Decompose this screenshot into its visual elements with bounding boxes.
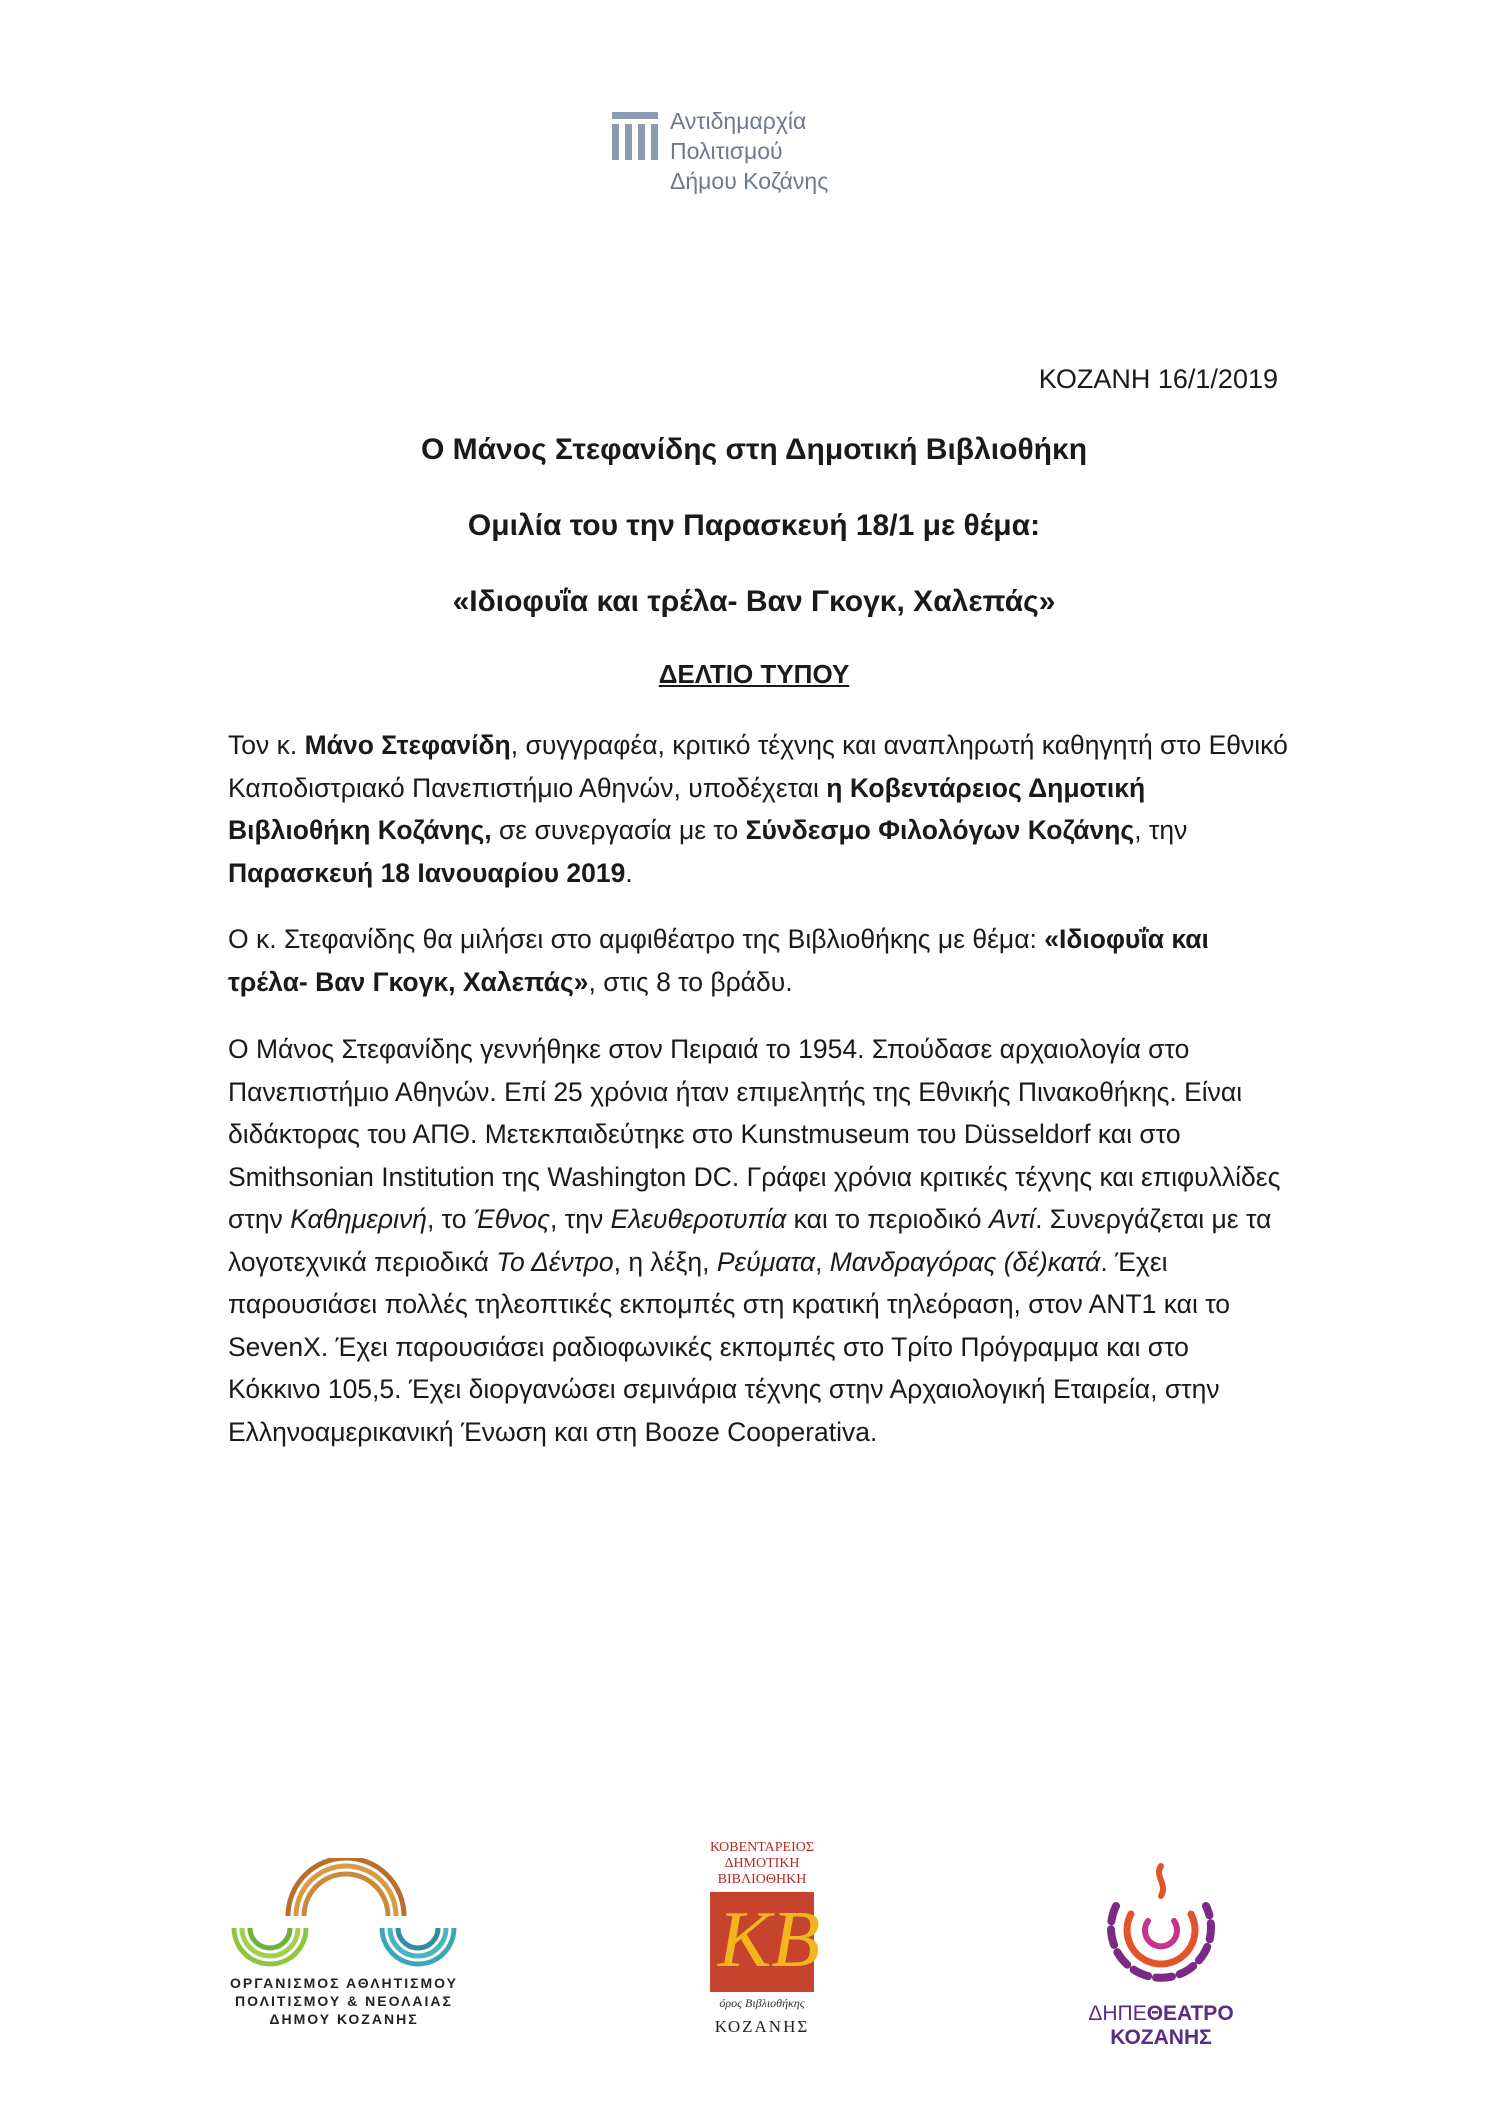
paragraph-2: Ο κ. Στεφανίδης θα μιλήσει στο αμφιθέατρο της Βιβλιοθήκης με θέμα: «Ιδιοφυΐα και τρέλα- Βαν Γκογκ, Χαλεπάς», στις 8 το βράδυ. — [228, 924, 1209, 997]
header-line-1: Αντιδημαρχία Πολιτισμού — [670, 108, 807, 164]
header-line-2: Δήμου Κοζάνης — [670, 168, 829, 194]
dipethe-logo — [1076, 1846, 1246, 2049]
columns-icon — [612, 112, 658, 162]
kb-line-2: ΔΗΜΟΤΙΚΗ — [724, 1856, 800, 1871]
document-date: ΚΟΖΑΝΗ 16/1/2019 — [1038, 364, 1278, 394]
oapn-logo — [224, 1858, 464, 2040]
dt-theatro: ΘΕΑΤΡΟ — [1146, 2002, 1234, 2025]
kb-line-3: ΒΙΒΛΙΟΘΗΚΗ — [717, 1872, 807, 1887]
koventareios-logo — [702, 1840, 822, 2040]
paragraph-1: Τον κ. Μάνο Στεφανίδη, συγγραφέα, κριτικό τέχνης και αναπληρωτή καθηγητή στο Εθνικό Καποδιστριακό Πανεπιστήμιο Αθηνών, υποδέχεται η Κοβεντάρειος Δημοτική Βιβλιοθήκη Κοζάνης, σε συνεργασία με το Σύνδεσμο Φιλολόγων Κοζάνης, την Παρασκευή 18 Ιανουαρίου 2019. — [228, 730, 1288, 888]
title-sub: Ομιλία του την Παρασκευή 18/1 με θέμα: — [467, 509, 1041, 542]
kb-line-1: ΚΟΒΕΝΤΑΡΕΙΟΣ — [709, 1840, 815, 1855]
theatre-arcs-icon — [1076, 1846, 1246, 1996]
oapn-line-1: ΟΡΓΑΝΙΣΜΟΣ ΑΘΛΗΤΙΣΜΟΥ — [230, 1975, 458, 1991]
press-release-label: ΔΕΛΤΙΟ ΤΥΠΟΥ — [658, 659, 850, 689]
arcs-icon — [224, 1858, 464, 1968]
title-topic: «Ιδιοφυΐα και τρέλα- Βαν Γκογκ, Χαλεπάς» — [452, 585, 1056, 618]
kb-mark: ΚΒ — [710, 1892, 814, 1992]
header-logo — [608, 104, 918, 194]
title-main: Ο Μάνος Στεφανίδης στη Δημοτική Βιβλιοθήκη — [420, 433, 1088, 466]
oapn-line-2: ΠΟΛΙΤΙΣΜΟΥ & ΝΕΟΛΑΙΑΣ — [235, 1993, 453, 2009]
kb-signature: όρος Βιβλιοθήκης — [719, 1996, 805, 2010]
paragraph-3: Ο Μάνος Στεφανίδης γεννήθηκε στον Πειραιά το 1954. Σπούδασε αρχαιολογία στο Πανεπιστήμιο Αθηνών. Επί 25 χρόνια ήταν επιμελητής της Εθνικής Πινακοθήκης. Είναι διδάκτορας του ΑΠΘ. Μετεκπαιδεύτηκε στο Kunstmuseum του Düsseldorf και στο Smithsonian Institution της Washington DC. Γράφει χρόνια κριτικές τέχνης και επιφυλλίδες στην Καθημερινή, το Έθνος, την Ελευθεροτυπία και το περιοδικό Αντί. Συνεργάζεται με τα λογοτεχνικά περιοδικά Το Δέντρο, η λέξη, Ρεύματα, Μανδραγόρας (δέ)κατά. Έχει παρουσιάσει πολλές τηλεοπτικές εκπομπές στη κρατική τηλεόραση, στον ΑΝΤ1 και το SevenX. Έχει παρουσιάσει ραδιοφωνικές εκπομπές στο Τρίτο Πρόγραμμα και στο Κόκκινο 105,5. Έχει διοργανώσει σεμινάρια τέχνης στην Αρχαιολογική Εταιρεία, στην Ελληνοαμερικανική Ένωση και στη Booze Cooperativa. — [228, 1034, 1281, 1447]
kb-bottom: ΚΟΖΑΝΗΣ — [714, 2017, 810, 2036]
oapn-line-3: ΔΗΜΟΥ ΚΟΖΑΝΗΣ — [269, 2011, 419, 2027]
dt-dipe: ΔΗΠΕ — [1088, 2002, 1147, 2025]
dt-kozanis: ΚΟΖΑΝΗΣ — [1110, 2026, 1212, 2049]
